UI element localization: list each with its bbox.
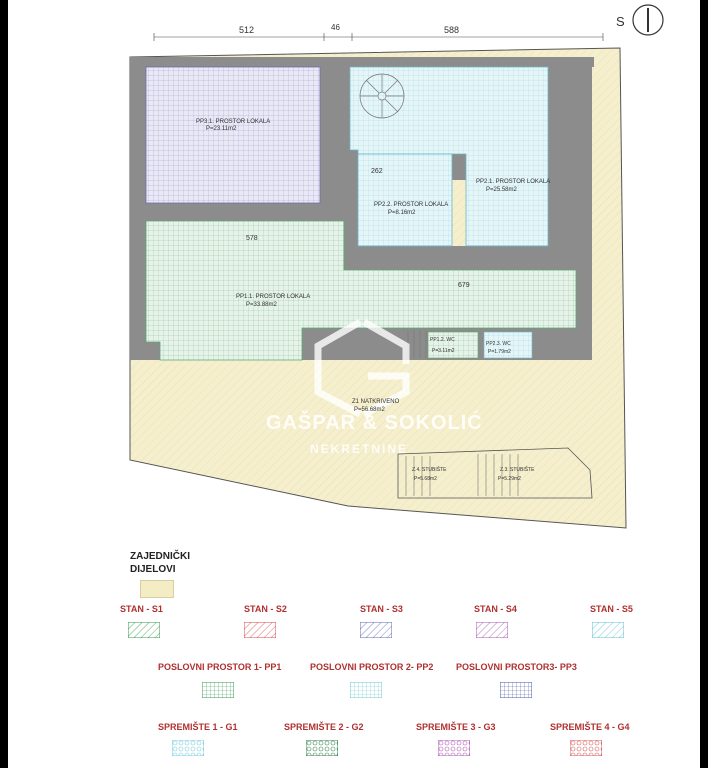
swatch-s2: [244, 622, 276, 638]
dimension-578: 578: [246, 235, 258, 242]
area-pp1-1: P=33.88m2: [246, 302, 277, 308]
dimension-line: [154, 33, 603, 41]
room-wc-1: [428, 332, 478, 358]
compass-letter: S: [616, 14, 625, 29]
dimension-512: 512: [239, 25, 255, 35]
legend-pp3: POSLOVNI PROSTOR3- PP3: [456, 662, 577, 672]
swatch-common: [140, 580, 174, 598]
area-z1: P=56.68m2: [354, 407, 385, 413]
legend-g1: SPREMIŠTE 1 - G1: [158, 722, 238, 732]
swatch-pp1: [202, 682, 234, 698]
swatch-s3: [360, 622, 392, 638]
legend-stan-s5: STAN - S5: [590, 604, 633, 614]
floor-plan-sheet: [8, 0, 700, 768]
label-z1: Z1 NATKRIVENO: [352, 399, 400, 405]
area-wc-1: P=3.11m2: [432, 348, 455, 354]
floor-plan-drawing: [8, 0, 700, 540]
legend-g2: SPREMIŠTE 2 - G2: [284, 722, 364, 732]
legend-stan-s4: STAN - S4: [474, 604, 517, 614]
legend-common-line2: DIJELOVI: [130, 564, 176, 575]
legend-g4: SPREMIŠTE 4 - G4: [550, 722, 630, 732]
legend-common: [130, 550, 190, 576]
swatch-pp2: [350, 682, 382, 698]
area-wc-2: P=1.79m2: [488, 349, 511, 355]
watermark-subtext: NEKRETNINE: [310, 442, 409, 456]
legend-stan-s2: STAN - S2: [244, 604, 287, 614]
area-pp3-1: P=23.11m2: [206, 126, 237, 132]
label-pp3-1: PP3.1. PROSTOR LOKALA: [196, 119, 271, 125]
room-pp3-1: [146, 67, 320, 203]
legend-common-line1: ZAJEDNIČKI: [130, 551, 191, 562]
swatch-s5: [592, 622, 624, 638]
legend-pp1: POSLOVNI PROSTOR 1- PP1: [158, 662, 282, 672]
watermark-text: GAŠPAR & SOKOLIĆ: [266, 412, 483, 434]
label-pp2-2: PP2.2. PROSTOR LOKALA: [374, 202, 449, 208]
dimension-46: 46: [331, 23, 340, 32]
area-pp2-2: P=8.16m2: [388, 210, 416, 216]
swatch-g3: [438, 740, 470, 756]
label-pp2-1: PP2.1. PROSTOR LOKALA: [476, 179, 551, 185]
compass-icon: [633, 5, 663, 35]
swatch-pp3: [500, 682, 532, 698]
swatch-g4: [570, 740, 602, 756]
area-z4: P=5.68m2: [414, 476, 437, 482]
area-z3: P=5.29m2: [498, 476, 521, 482]
swatch-g2: [306, 740, 338, 756]
swatch-g1: [172, 740, 204, 756]
dimension-262: 262: [371, 168, 383, 175]
label-wc-1: PP1.2. WC: [430, 337, 455, 343]
legend-pp2: POSLOVNI PROSTOR 2- PP2: [310, 662, 434, 672]
legend-stan-s1: STAN - S1: [120, 604, 163, 614]
dimension-679: 679: [458, 282, 470, 289]
stair-area-bottom: [398, 448, 592, 498]
swatch-s4: [476, 622, 508, 638]
legend-g3: SPREMIŠTE 3 - G3: [416, 722, 496, 732]
label-z3: Z.3. STUBIŠTE: [500, 467, 535, 473]
label-z4: Z.4. STUBIŠTE: [412, 467, 447, 473]
legend-stan-s3: STAN - S3: [360, 604, 403, 614]
swatch-s1: [128, 622, 160, 638]
dimension-588: 588: [444, 25, 460, 35]
label-wc-2: PP2.3. WC: [486, 341, 511, 347]
label-pp1-1: PP1.1. PROSTOR LOKALA: [236, 294, 311, 300]
area-pp2-1: P=25.58m2: [486, 187, 517, 193]
